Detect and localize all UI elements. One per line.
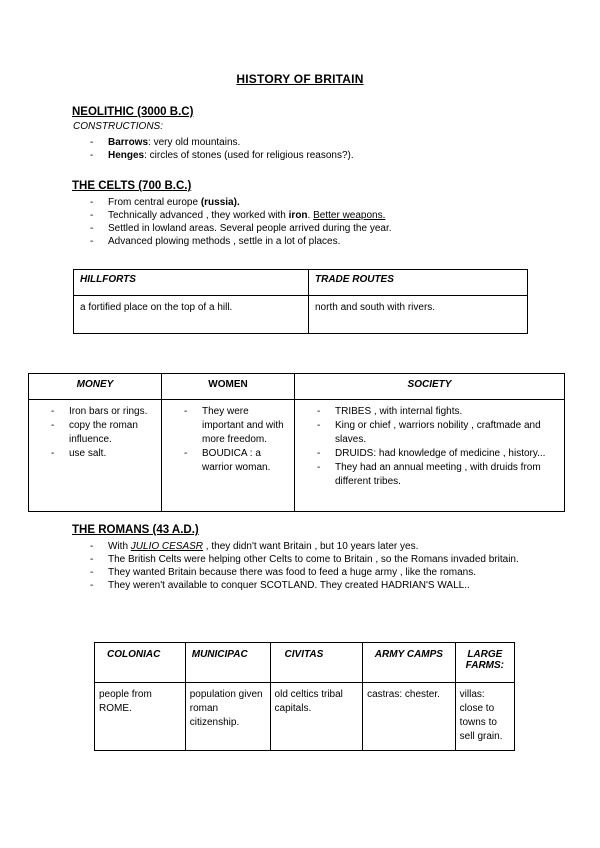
celts-table [73,269,528,334]
definition: : very old mountains. [148,137,241,148]
money-cell [29,400,162,512]
table-header: WOMEN [162,374,295,400]
women-list [184,405,286,475]
table-header: LARGE FARMS: [455,643,514,683]
list-item: - copy the roman influence. [51,419,153,447]
definition: : circles of stones (used for religious reasons?). [144,150,354,161]
society-cell [295,400,565,512]
table-cell: people from ROME. [95,683,186,751]
term: Barrows [108,137,149,148]
text: With [108,541,131,552]
text: From central europe [108,197,201,208]
list-item [90,196,530,209]
table-header: COLONIAC [95,643,186,683]
list-item [90,540,520,553]
money-list [51,405,153,461]
table-cell: a fortified place on the top of a hill. [74,296,309,334]
bold-text: iron [288,210,308,221]
neolithic-subheading: CONSTRUCTIONS: [73,121,163,132]
bold-text: (russia). [200,197,240,208]
list-item: - Settled in lowland areas. Several people arrived during the year. [90,222,530,235]
table-header: HILLFORTS [74,270,309,296]
table-header: SOCIETY [295,374,565,400]
list-item: - DRUIDS: had knowledge of medicine , history... [317,447,554,461]
list-item: - King or chief , warriors nobility , craftmade and slaves. [317,419,554,447]
table-header: MONEY [29,374,162,400]
list-item: - Advanced plowing methods , settle in a lot of places. [90,235,530,248]
underlined-text: Better weapons. [313,210,386,221]
table-header: ARMY CAMPS [363,643,456,683]
table-header: TRADE ROUTES [309,270,528,296]
text: Technically advanced , they worked with [108,210,289,221]
page-title: HISTORY OF BRITAIN [236,72,364,86]
society-table [28,373,565,512]
text: . [307,210,314,221]
neolithic-heading: NEOLITHIC (3000 B.C) [72,106,194,118]
list-item [90,149,510,162]
romans-list [90,540,520,592]
romans-table [94,642,515,751]
women-cell [162,400,295,512]
table-header: CIVITAS [270,643,363,683]
emphasized-name: JULIO CESASR [130,541,204,552]
text: , they didn't want Britain , but 10 years later yes. [203,541,419,552]
neolithic-list [90,136,510,162]
table-cell: old celtics tribal capitals. [270,683,363,751]
table-cell: castras: chester. [363,683,456,751]
list-item: - They had an annual meeting , with druids from different tribes. [317,461,554,489]
table-header: MUNICIPAC [185,643,270,683]
list-item: - The British Celts were helping other Celts to come to Britain , so the Romans invaded britain. [90,553,520,566]
society-list [317,405,554,489]
list-item: - They were important and with more freedom. [184,405,286,447]
table-cell: villas: close to towns to sell grain. [455,683,514,751]
table-cell: north and south with rivers. [309,296,528,334]
list-item: - BOUDICA : a warrior woman. [184,447,286,475]
celts-heading: THE CELTS (700 B.C.) [72,180,192,192]
list-item: - They wanted Britain because there was food to feed a huge army , like the romans. [90,566,520,579]
list-item: - use salt. [51,447,153,461]
list-item: - Iron bars or rings. [51,405,153,419]
list-item: - They weren't available to conquer SCOTLAND. They created HADRIAN'S WALL.. [90,579,520,592]
table-cell: population given roman citizenship. [185,683,270,751]
list-item: - TRIBES , with internal fights. [317,405,554,419]
romans-heading: THE ROMANS (43 A.D.) [72,524,199,536]
term: Henges [108,150,145,161]
list-item [90,136,510,149]
list-item [90,209,530,222]
celts-list [90,196,530,248]
